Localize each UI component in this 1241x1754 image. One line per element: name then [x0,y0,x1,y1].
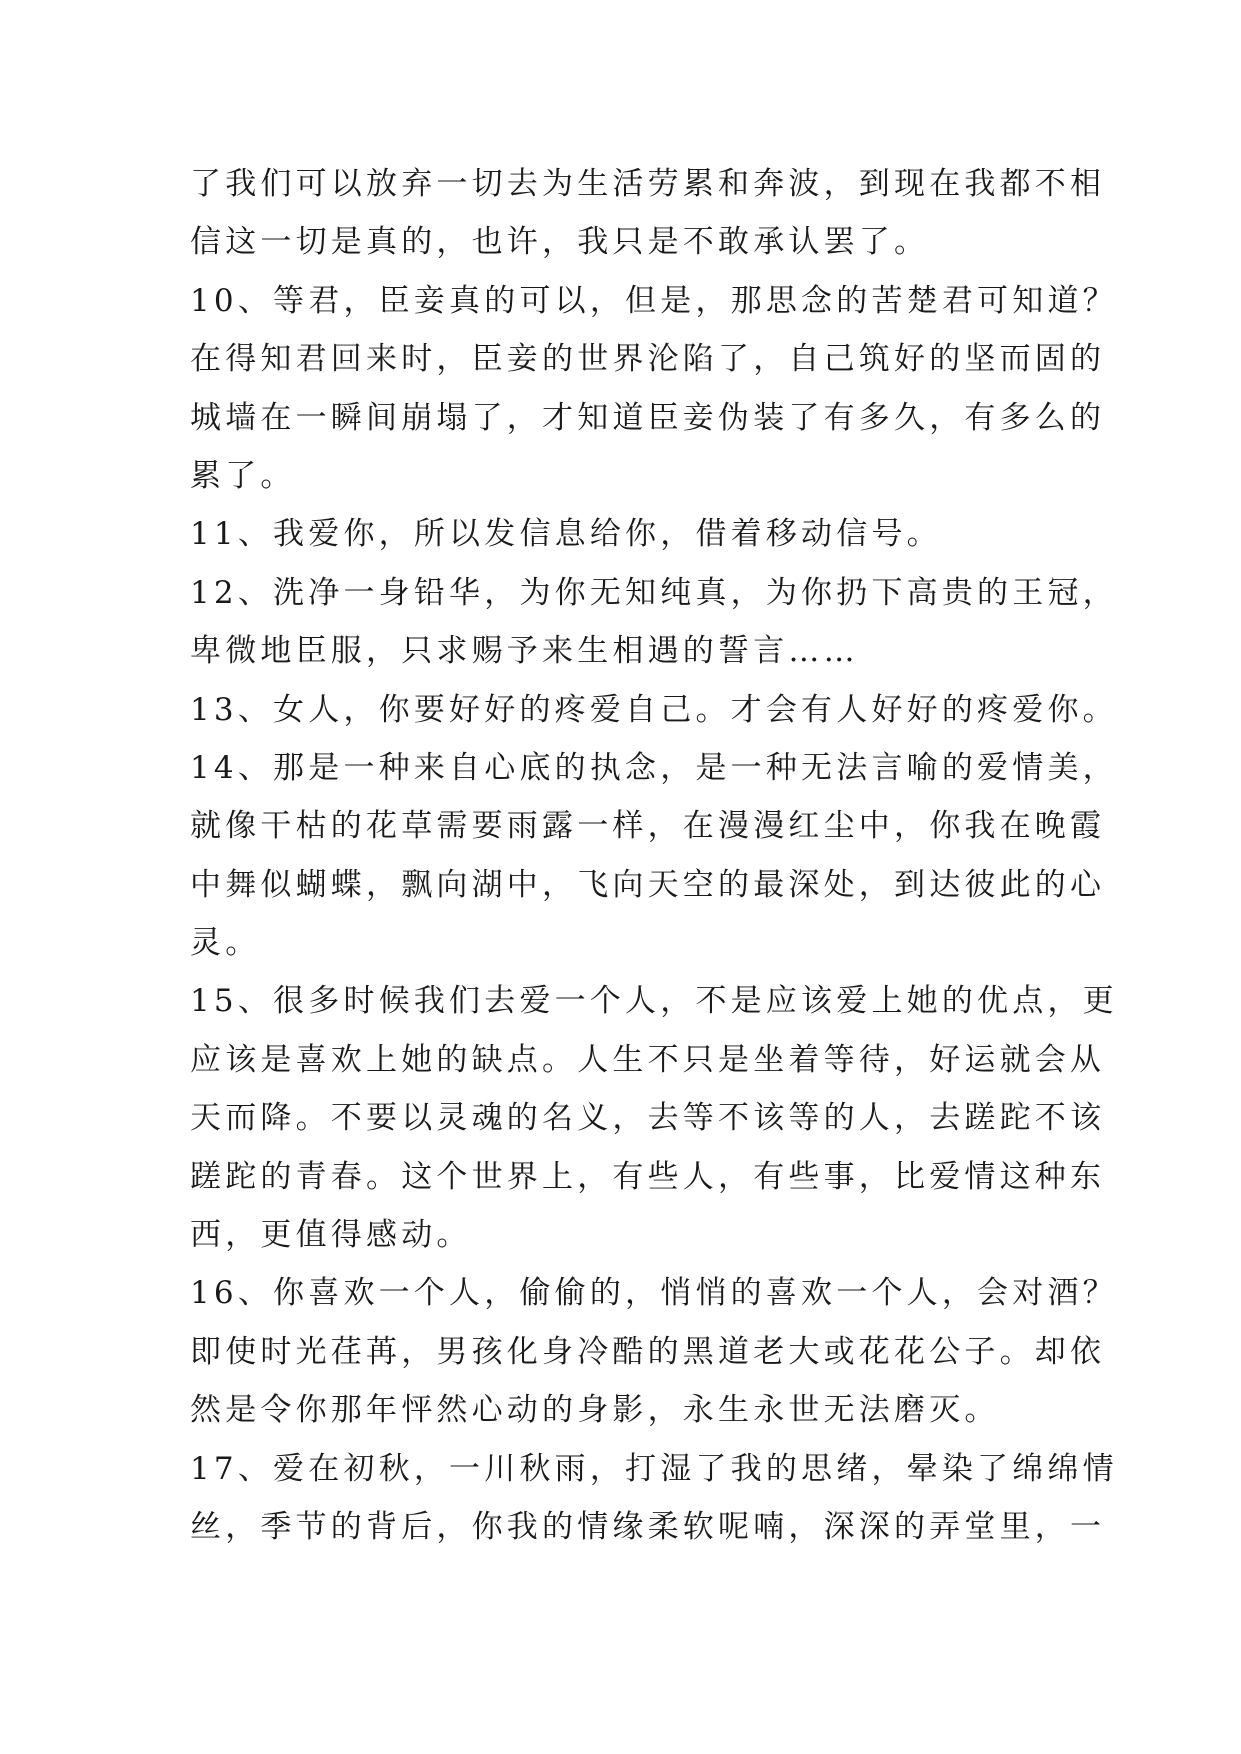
text-line: 信这一切是真的，也许，我只是不敢承认罢了。 [190,224,930,261]
text-line: 13、女人，你要好好的疼爱自己。才会有人好好的疼爱你。 [190,691,1118,728]
text-line: 然是令你那年怦然心动的身影，永生永世无法磨灭。 [190,1392,1000,1429]
text-line: 10、等君，臣妾真的可以，但是，那思念的苦楚君可知道？ [190,282,1118,319]
text-line: 15、很多时候我们去爱一个人，不是应该爱上她的优点，更 [190,983,1118,1020]
text-line: 西，更值得感动。 [190,1217,472,1254]
text-line: 卑微地臣服，只求赐予来生相遇的誓言…… [190,633,859,670]
text-line: 14、那是一种来自心底的执念，是一种无法言喻的爱情美， [190,749,1118,786]
text-line: 16、你喜欢一个人，偷偷的，悄悄的喜欢一个人，会对酒？ [190,1275,1118,1312]
text-line: 天而降。不要以灵魂的名义，去等不该等的人，去蹉跎不该 [190,1100,1106,1137]
text-line: 12、洗净一身铅华，为你无知纯真，为你扔下高贵的王冠， [190,574,1118,611]
text-line: 中舞似蝴蝶，飘向湖中，飞向天空的最深处，到达彼此的心 [190,866,1106,903]
document-body [190,155,1118,1556]
text-line: 17、爱在初秋，一川秋雨，打湿了我的思绪，晕染了绵绵情 [190,1450,1118,1487]
text-line: 丝，季节的背后，你我的情缘柔软呢喃，深深的弄堂里，一 [190,1508,1106,1545]
text-line: 了我们可以放弃一切去为生活劳累和奔波，到现在我都不相 [190,166,1106,202]
text-line: 在得知君回来时，臣妾的世界沦陷了，自己筑好的坚而固的 [190,341,1106,378]
text-line: 累了。 [190,457,296,494]
text-line: 蹉跎的青春。这个世界上，有些人，有些事，比爱情这种东 [190,1158,1106,1195]
text-line: 应该是喜欢上她的缺点。人生不只是坐着等待，好运就会从 [190,1041,1106,1078]
text-line: 就像干枯的花草需要雨露一样，在漫漫红尘中，你我在晚霞 [190,808,1106,845]
text-line: 即使时光荏苒，男孩化身冷酷的黑道老大或花花公子。却依 [190,1333,1106,1370]
text-line: 11、我爱你，所以发信息给你，借着移动信号。 [190,516,942,553]
text-line: 城墙在一瞬间崩塌了，才知道臣妾伪装了有多久，有多么的 [190,399,1106,436]
text-line: 灵。 [190,925,261,962]
